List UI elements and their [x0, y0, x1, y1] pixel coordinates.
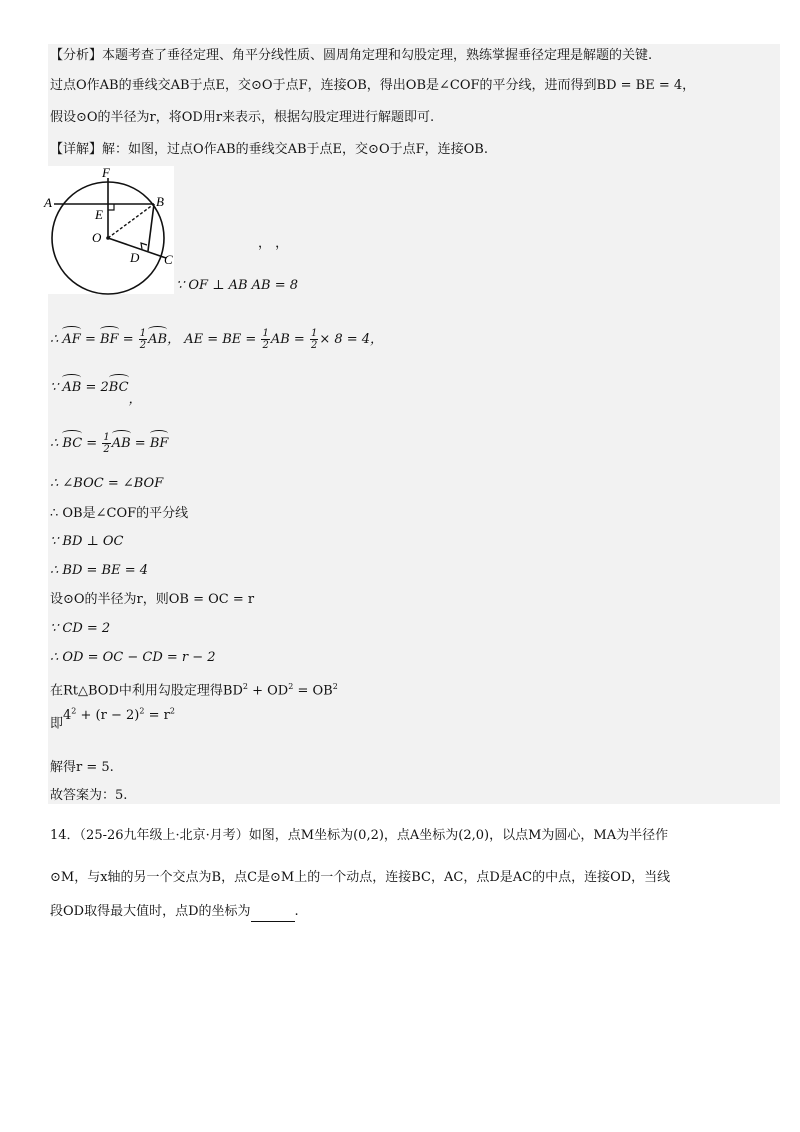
step-1: ∵ OF ⊥ AB AB = 8 — [176, 278, 299, 293]
arc-bf: BF — [150, 432, 169, 454]
label-b: B — [156, 194, 164, 209]
arc-ab: AB — [112, 432, 131, 454]
step-7: ∵ BD ⊥ OC — [50, 534, 124, 549]
arc-ab: AB — [148, 328, 167, 350]
problem-line-3: 段OD取得最大值时，点D的坐标为 . — [50, 902, 299, 922]
step-4: ∴ BC = $\frac{1}{2}$ AB = BF — [50, 432, 169, 455]
fraction: $\frac{1}{2}$ — [310, 328, 318, 351]
step-10: ∵ CD = 2 — [50, 621, 111, 636]
arc-bc: BC — [62, 432, 82, 454]
step-6: ∴ OB是∠COF的平分线 — [50, 506, 189, 521]
problem-text-3: 段OD取得最大值时，点D的坐标为 — [50, 904, 251, 919]
step-11: ∴ OD = OC − CD = r − 2 — [50, 650, 216, 665]
label-c: C — [164, 252, 173, 267]
label-o: O — [92, 230, 102, 245]
detail-line-1 — [50, 140, 488, 160]
problem-line-2: ⊙M，与x轴的另一个交点为B，点C是⊙M上的一个动点，连接BC，AC，点D是AC的中点，连接OD，当线 — [50, 870, 671, 885]
label-f: F — [102, 165, 110, 180]
step-14: 解得r = 5. — [50, 760, 114, 775]
detail-text-1: 解：如图，过点O作AB的垂线交AB于点E，交⊙O于点F，连接OB. — [102, 142, 488, 157]
step-12: 在Rt△BOD中利用勾股定理得$BD^2 + OD^2 = OB^2$ — [50, 682, 338, 699]
step-8: ∴ BD = BE = 4 — [50, 563, 149, 578]
label-d: D — [130, 250, 140, 265]
step-13: 即$4^2 + (r - 2)^2 = r^2$ — [50, 707, 175, 732]
circle-figure — [44, 165, 174, 294]
analysis-label: 【分析】 — [50, 48, 103, 63]
step-2: ∴ AF = BF = $\frac{1}{2}$ AB， AE = BE = $\frac{1}{2}$ AB = $\frac{1}{2}$ × 8 = 4， — [50, 328, 384, 351]
step-0: ， ， — [258, 236, 289, 251]
analysis-text-1: 本题考查了垂径定理、角平分线性质、圆周角定理和勾股定理，熟练掌握垂径定理是解题的关键. — [102, 48, 653, 63]
problem-text-1: （25-26九年级上·北京·月考）如图，点M坐标为(0,2)，点A坐标为(2,0)，以点M为圆心，MA为半径作 — [79, 828, 669, 843]
label-e: E — [95, 207, 103, 222]
arc-bc: BC — [109, 376, 129, 398]
fraction: $\frac{1}{2}$ — [103, 432, 110, 455]
problem-line-1 — [50, 826, 668, 846]
arc-bf: BF — [100, 328, 119, 350]
problem-number: 14． — [50, 828, 80, 843]
step-15: 故答案为：5. — [50, 788, 128, 803]
arc-ab: AB — [62, 376, 81, 398]
step-9: 设⊙O的半径为r，则OB = OC = r — [50, 592, 255, 607]
step-3: ∵ AB = 2BC， — [50, 376, 142, 398]
analysis-line-3: 假设⊙O的半径为r，将OD用r来表示，根据勾股定理进行解题即可. — [50, 110, 435, 125]
label-a: A — [44, 195, 52, 210]
step-5: ∴ ∠BOC = ∠BOF — [50, 476, 164, 491]
analysis-line-2: 过点O作AB的垂线交AB于点E，交⊙O于点F，连接OB，得出OB是∠COF的平分线，进而得到BD = BE = 4， — [50, 78, 696, 93]
arc-af: AF — [62, 328, 80, 350]
center-point — [106, 236, 110, 240]
detail-label: 【详解】 — [50, 142, 103, 157]
analysis-line-1 — [50, 46, 652, 66]
fraction: $\frac{1}{2}$ — [262, 328, 269, 351]
answer-blank[interactable] — [251, 907, 295, 922]
fraction: $\frac{1}{2}$ — [139, 328, 147, 351]
